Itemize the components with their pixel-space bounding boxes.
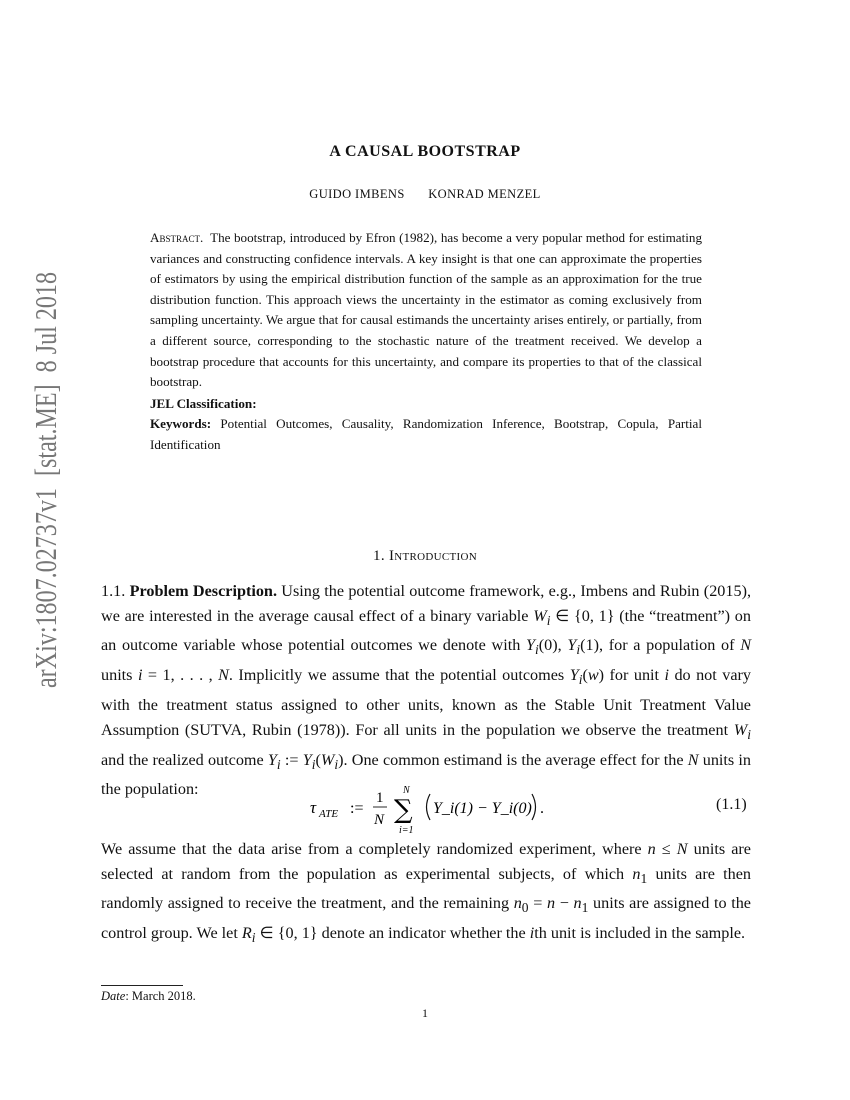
footnote-label: Date — [101, 989, 126, 1003]
abstract-text: The bootstrap, introduced by Efron (1982), has become a very popular method for estimating variances and constructing confidence intervals. A key insight is that one can approximate the properties of estimators by using the empirical distribution function of the sample as an approximation for the true distribution function. This approach views the uncertainty in the estimator as coming exclusively from sampling uncertainty. We argue that for causal estimands the uncertainty arises entirely, or partially, from a different source, corresponding to the stochastic nature of the treatment received. We develop a bootstrap procedure that accounts for this uncertainty, and compare its properties to that of the classical bootstrap. — [150, 230, 702, 390]
jel-classification — [150, 394, 702, 415]
page-number: 1 — [422, 1006, 428, 1020]
eq-right-paren — [532, 794, 536, 820]
jel-label: JEL Classification: — [150, 395, 257, 411]
abstract — [150, 228, 702, 456]
footnote-text: : March 2018. — [125, 989, 196, 1003]
eq-tau: τ — [310, 798, 317, 817]
eq-frac-denominator: N — [374, 812, 385, 828]
equation-1-1 — [0, 778, 850, 834]
abstract-label: Abstract. — [150, 230, 204, 245]
eq-sum-lower: i=1 — [399, 825, 414, 836]
equation-number: (1.1) — [716, 796, 747, 813]
eq-left-paren — [427, 794, 431, 820]
equation-graphic — [300, 780, 550, 836]
subsection-number: 1.1. — [101, 582, 126, 600]
arxiv-identifier-stamp — [20, 270, 64, 690]
section-heading — [0, 548, 850, 565]
keywords-text: Potential Outcomes, Causality, Randomization Inference, Bootstrap, Copula, Partial Identification — [150, 416, 703, 452]
author-2: KONRAD MENZEL — [428, 187, 541, 201]
keywords-line — [150, 414, 702, 455]
abstract-paragraph — [150, 228, 702, 393]
author-1: GUIDO IMBENS — [309, 187, 405, 201]
footnote-rule — [101, 985, 183, 986]
footnote-date — [101, 989, 196, 1004]
section-number: 1. — [373, 548, 385, 564]
eq-body-text: Y_i(1) − Y_i(0) — [433, 800, 532, 817]
equation-body — [300, 780, 550, 841]
keywords-label: Keywords: — [150, 416, 212, 432]
eq-sum-symbol: ∑ — [394, 795, 413, 825]
author-list — [0, 187, 850, 202]
subsection-title: Problem Description. — [129, 582, 277, 600]
intro-paragraph-1: 1.1. Problem Description. Using the potential outcome framework, e.g., Imbens and Rubin (2015), we are interested in the average causal effect of a binary variable $W_i$ ∈ {0, 1} (the “treatment”) on an outcome variable whose potential outcomes we denote with $Y_i(0)$, $Y_i(1)$, for a population of N units i = 1, . . . , N. Implicitly we assume that the potential outcomes $Y_i(w)$ for unit i do not vary with the treatment status assigned to other units, known as the Stable Unit Treatment Value Assumption (SUTVA, Rubin (1978)). For all units in the population we observe the treatment $W_i$ and the realized outcome $Y_i$ := $Y_i(W_i)$. One common estimand is the average effect for the N units in the population: — [101, 582, 752, 799]
eq-tau-subscript: ATE — [319, 808, 339, 820]
eq-frac-numerator: 1 — [376, 790, 384, 806]
intro-paragraph-2: We assume that the data arise from a completely randomized experiment, where n ≤ N units are selected at random from the population as experimental subjects, of which $n_1$ units are then randomly assigned to receive the treatment, and the remaining $n_0 = n - n_1$ units are assigned to the control group. We let $R_i$ ∈ {0, 1} denote an indicator whether the ith unit is included in the sample. — [101, 840, 751, 946]
paper-title: A CAUSAL BOOTSTRAP — [329, 143, 521, 160]
eq-sum-upper: N — [403, 785, 410, 796]
eq-period: . — [540, 800, 544, 817]
arxiv-stamp-text: arXiv:1807.02737v1 [stat.ME] 8 Jul 2018 — [28, 270, 63, 688]
section-title: Introduction — [388, 548, 477, 564]
eq-def-symbol: := — [350, 800, 364, 817]
arxiv-stamp-graphic — [20, 270, 64, 690]
